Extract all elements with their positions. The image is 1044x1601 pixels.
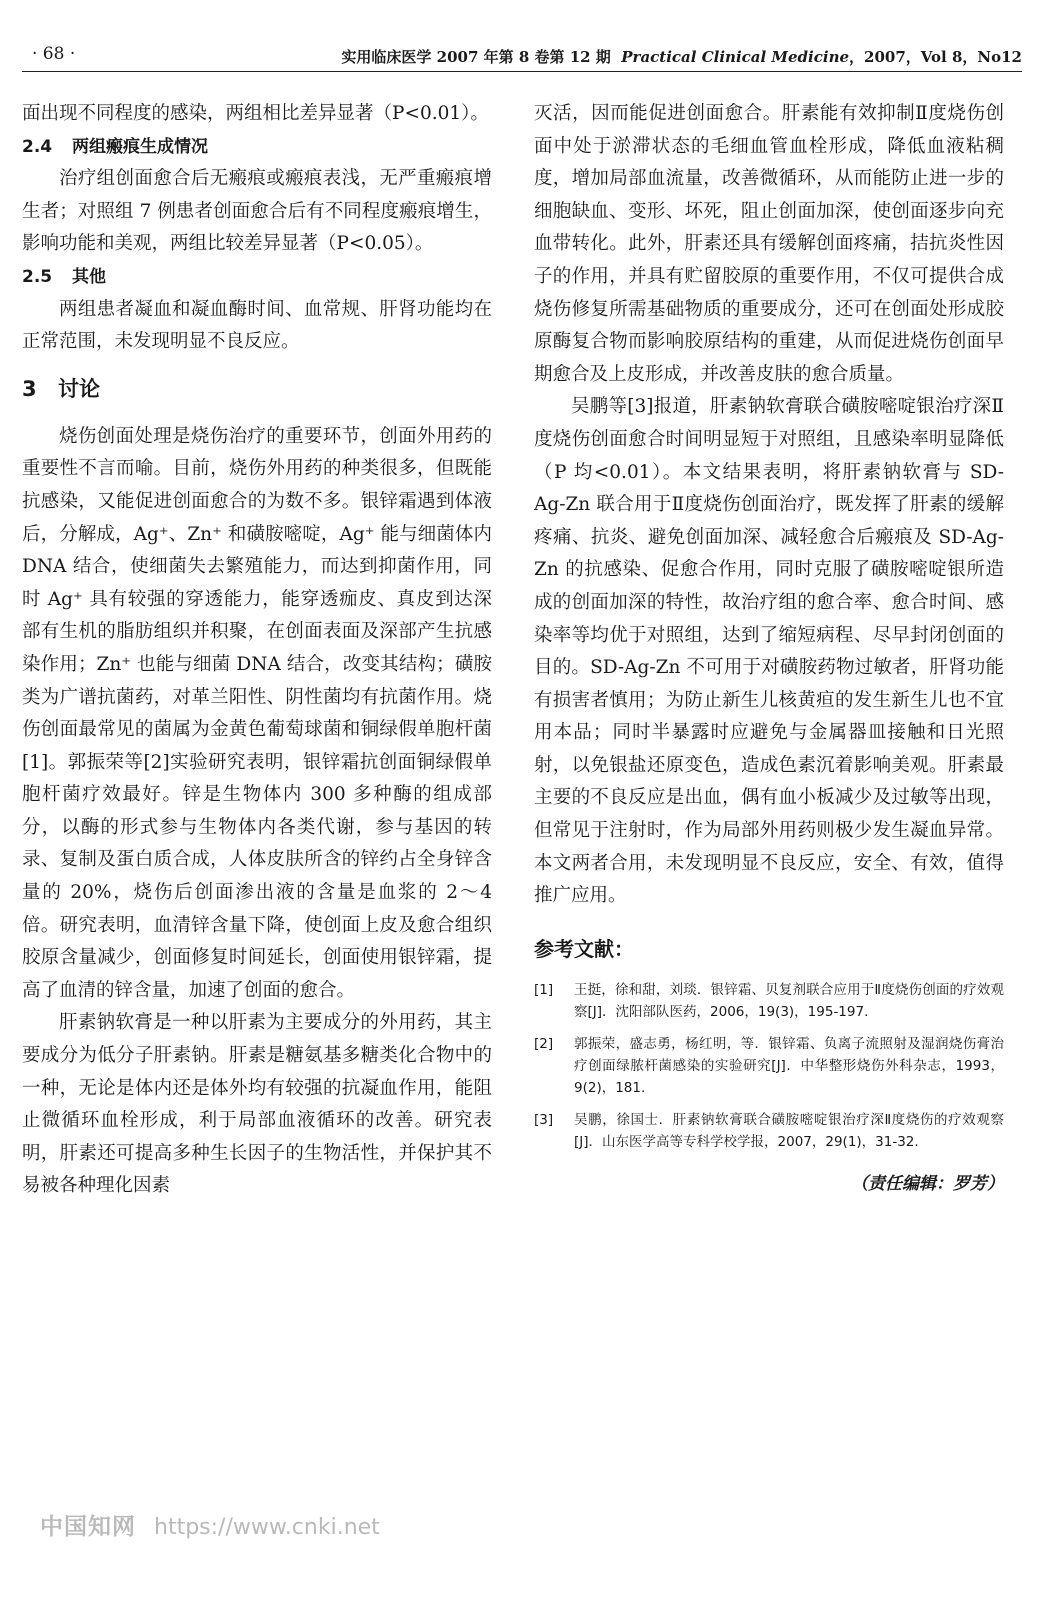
references-heading: 参考文献：: [534, 936, 634, 961]
reference-number: [2]: [534, 1035, 554, 1052]
journal-name-cn: 实用临床医学 2007 年第 8 卷第 12 期: [341, 48, 611, 66]
left-column: [22, 98, 492, 1203]
reference-number: [1]: [534, 981, 554, 998]
paragraph-continued: 灭活，因而能促进创面愈合。肝素能有效抑制Ⅱ度烧伤创面中处于淤滞状态的毛细血管血栓形成，降低血液粘稠度，增加局部血流量，改善微循环，从而能防止进一步的细胞缺血、变形、坏死，阻止创面加深，使创面逐步向充血带转化。此外，肝素还具有缓解创面疼痛，拮抗炎性因子的作用，并具有贮留胶原的重要作用，不仅可提供合成烧伤修复所需基础物质的重要成分，还可在创面处形成胶原酶复合物而影响胶原结构的重建，从而促进烧伤创面早期愈合及上皮形成，并改善皮肤的愈合质量。: [534, 103, 1004, 385]
watermark-brand: 中国知网: [40, 1514, 136, 1540]
reference-number: [3]: [534, 1111, 554, 1128]
paragraph-discussion-1: 烧伤创面处理是烧伤治疗的重要环节，创面外用药的重要性不言而喻。目前，烧伤外用药的种类很多，但既能抗感染，又能促进创面愈合的为数不多。银锌霜遇到体液后，分解成，Ag⁺、Zn⁺ 和磺胺嘧啶，Ag⁺ 能与细菌体内 DNA 结合，使细菌失去繁殖能力，而达到抑菌作用，同时 Ag⁺ 具有较强的穿透能力，能穿透痂皮、真皮到达深部有生机的脂肪组织并积聚，在创面表面及深部产生抗感染作用；Zn⁺ 也能与细菌 DNA 结合，改变其结构；磺胺类为广谱抗菌药，对革兰阳性、阴性菌均有抗菌作用。烧伤创面最常见的菌属为金黄色葡萄球菌和铜绿假单胞杆菌[1]。郭振荣等[2]实验研究表明，银锌霜抗创面铜绿假单胞杆菌疗效最好。锌是生物体内 300 多种酶的组成部分，以酶的形式参与生物体内各类代谢，参与基因的转录、复制及蛋白质合成，人体皮肤所含的锌约占全身锌含量的 20%，烧伤后创面渗出液的含量是血浆的 2～4 倍。研究表明，血清锌含量下降，使创面上皮及愈合组织胶原含量减少，创面修复时间延长，创面使用银锌霜，提高了血清的锌含量，加速了创面的愈合。: [22, 425, 492, 1001]
journal-volume: ，2007，Vol 8，No12: [849, 48, 1022, 66]
journal-citation: [341, 46, 1022, 67]
paragraph-discussion-2: 肝素钠软膏是一种以肝素为主要成分的外用药，其主要成分为低分子肝素钠。肝素是糖氨基多糖类化合物中的一种，无论是体内还是体外均有较强的抗凝血作用，能阻止微循环血栓形成，利于局部血液循环的改善。研究表明，肝素还可提高多种生长因子的生物活性，并保护其不易被各种理化因素: [22, 1012, 492, 1197]
section-title: 讨论: [58, 376, 100, 401]
section-number: 2.4: [22, 136, 53, 157]
section-heading-2-5: [22, 261, 492, 294]
watermark-url: https://www.cnki.net: [154, 1515, 380, 1540]
section-number: 3: [22, 376, 37, 401]
section-heading-3: [22, 373, 492, 405]
section-title: 两组瘢痕生成情况: [72, 136, 208, 157]
reference-item: [534, 1033, 1004, 1099]
reference-text: 郭振荣，盛志勇，杨红明，等．银锌霜、负离子流照射及湿润烧伤膏治疗创面绿脓杆菌感染的实验研究[J]．中华整形烧伤外科杂志，1993，9(2)，181.: [574, 1035, 1004, 1096]
section-number: 2.5: [22, 266, 53, 287]
page-header: [22, 44, 1022, 74]
reference-item: [534, 979, 1004, 1023]
reference-item: [534, 1109, 1004, 1153]
reference-text: 吴鹏，徐国士．肝素钠软膏联合磺胺嘧啶银治疗深Ⅱ度烧伤的疗效观察[J]．山东医学高等专科学校学报，2007，29(1)，31-32.: [574, 1111, 1004, 1150]
paragraph-scar: 治疗组创面愈合后无瘢痕或瘢痕表浅，无严重瘢痕增生者；对照组 7 例患者创面愈合后有不同程度瘢痕增生，影响功能和美观，两组比较差异显著（P<0.05）。: [22, 168, 492, 255]
reference-list: [534, 979, 1004, 1153]
header-rule: [22, 71, 1022, 72]
section-title: 其他: [72, 266, 106, 287]
paragraph-continued: 面出现不同程度的感染，两组相比差异显著（P<0.01）。: [22, 103, 489, 124]
right-column: [534, 98, 1004, 1194]
section-heading-2-4: [22, 131, 492, 164]
reference-text: 王挺，徐和甜，刘琰．银锌霜、贝复剂联合应用于Ⅱ度烧伤创面的疗效观察[J]．沈阳部队医药，2006，19(3)，195-197.: [574, 981, 1004, 1020]
cnki-watermark: [40, 1508, 380, 1541]
page-number: · 68 ·: [32, 44, 76, 64]
journal-name-en: Practical Clinical Medicine: [621, 48, 850, 66]
paragraph-discussion-3: 吴鹏等[3]报道，肝素钠软膏联合磺胺嘧啶银治疗深Ⅱ度烧伤创面愈合时间明显短于对照组，且感染率明显降低（P 均<0.01）。本文结果表明，将肝素钠软膏与 SD-Ag-Zn 联合用于Ⅱ度烧伤创面治疗，既发挥了肝素的缓解疼痛、抗炎、避免创面加深、减轻愈合后瘢痕及 SD-Ag-Zn 的抗感染、促愈合作用，同时克服了磺胺嘧啶银所造成的创面加深的特性，故治疗组的愈合率、愈合时间、感染率等均优于对照组，达到了缩短病程、尽早封闭创面的目的。SD-Ag-Zn 不可用于对磺胺药物过敏者，肝肾功能有损害者慎用；为防止新生儿核黄疸的发生新生儿也不宜用本品；同时半暴露时应避免与金属器皿接触和日光照射，以免银盐还原变色，造成色素沉着影响美观。肝素最主要的不良反应是出血，偶有血小板减少及过敏等出现，但常见于注射时，作为局部外用药则极少发生凝血异常。本文两者合用，未发现明显不良反应，安全、有效，值得推广应用。: [534, 396, 1004, 907]
paragraph-other: 两组患者凝血和凝血酶时间、血常规、肝肾功能均在正常范围，未发现明显不良反应。: [22, 298, 492, 353]
responsible-editor: （责任编辑：罗芳）: [851, 1173, 1004, 1194]
